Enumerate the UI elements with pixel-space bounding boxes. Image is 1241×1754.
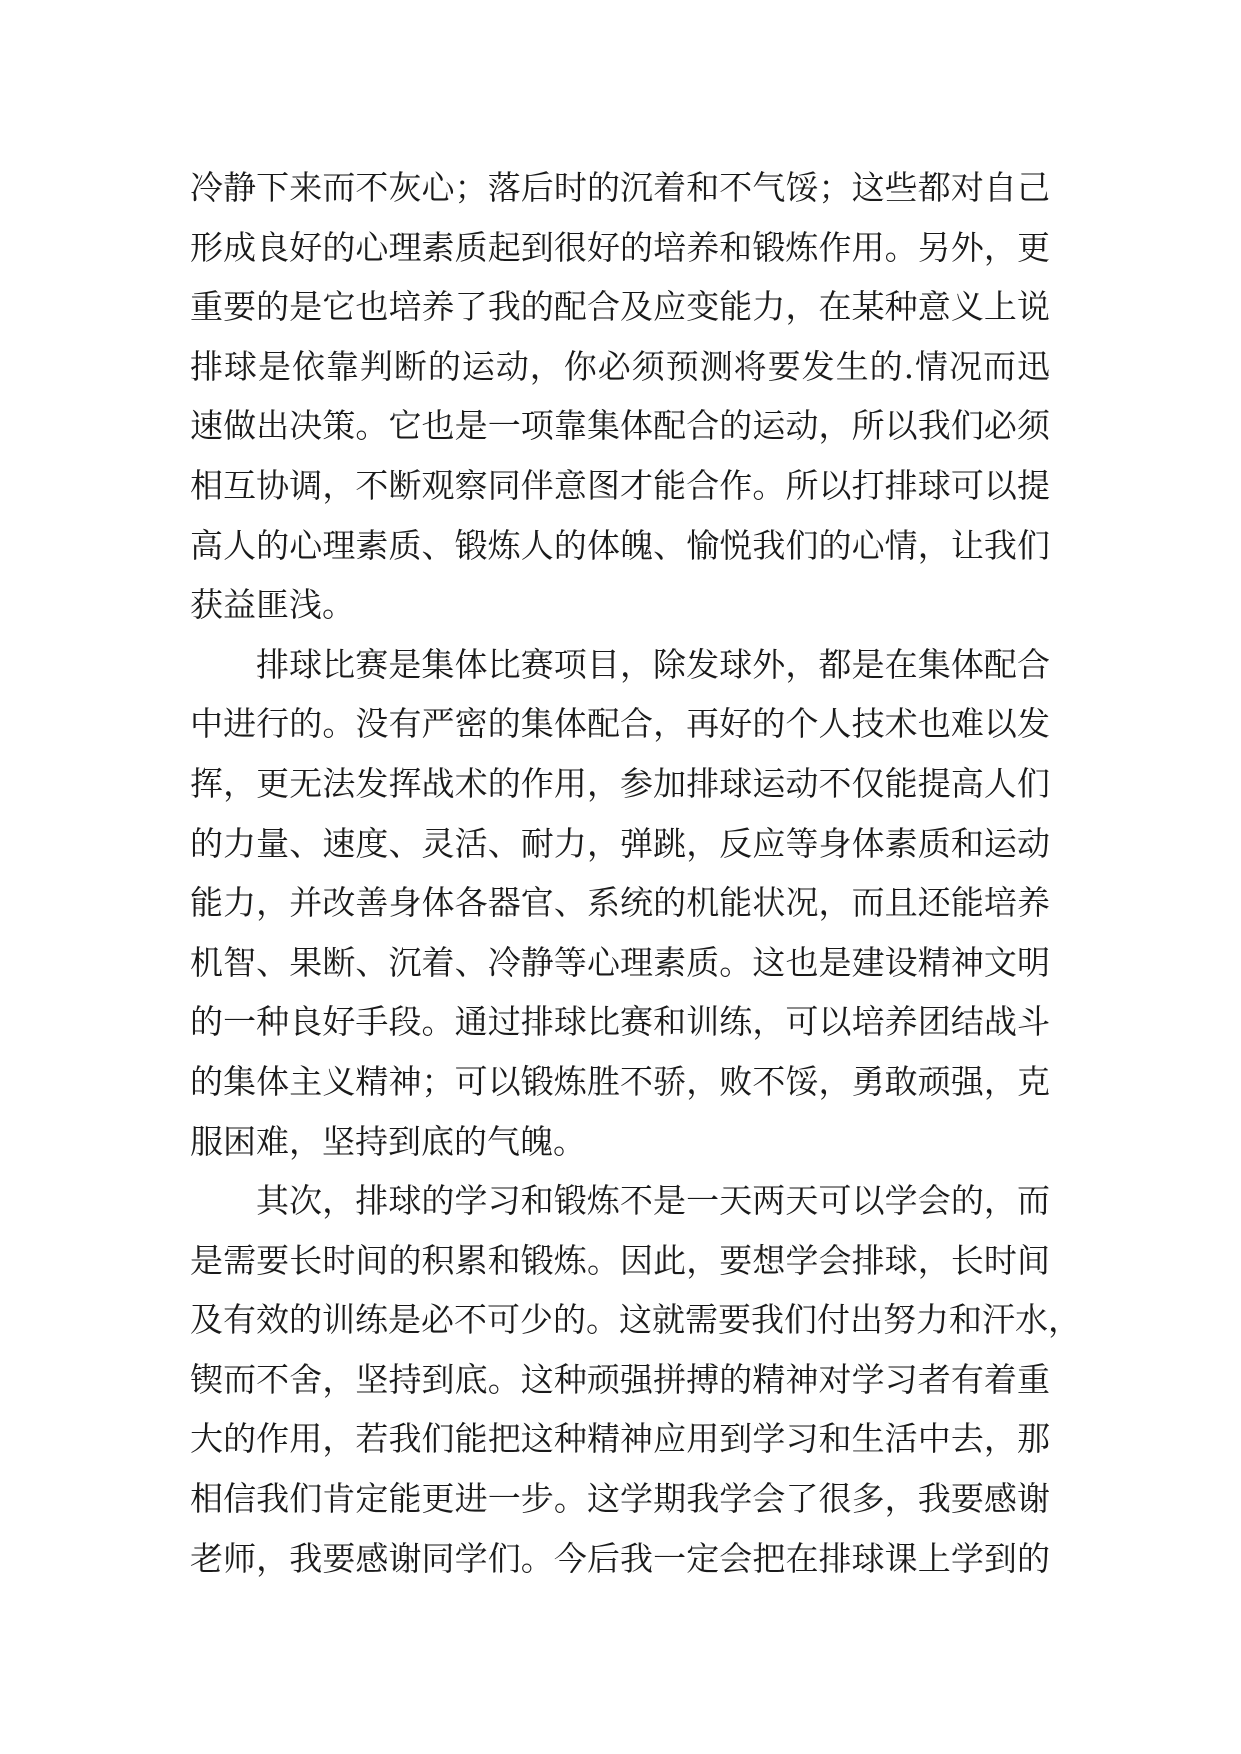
- text-line: 的集体主义精神；可以锻炼胜不骄，败不馁，勇敢顽强，克: [190, 1061, 1050, 1101]
- text-line: 挥，更无法发挥战术的作用，参加排球运动不仅能提高人们: [190, 763, 1050, 803]
- text-line: 高人的心理素质、锻炼人的体魄、愉悦我们的心情，让我们: [190, 525, 1050, 565]
- text-line: 及有效的训练是必不可少的。这就需要我们付出努力和汗水，: [190, 1300, 1081, 1340]
- text-line: 排球是依靠判断的运动，你必须预测将要发生的.情况而迅: [190, 346, 1050, 386]
- text-line: 的一种良好手段。通过排球比赛和训练，可以培养团结战斗: [190, 1002, 1050, 1042]
- text-line: 锲而不舍，坚持到底。这种顽强拼搏的精神对学习者有着重: [190, 1359, 1050, 1399]
- document-body: [190, 158, 1081, 1588]
- text-line: 相信我们肯定能更进一步。这学期我学会了很多，我要感谢: [190, 1479, 1050, 1519]
- paragraph-1: [190, 158, 1050, 635]
- text-line: 能力，并改善身体各器官、系统的机能状况，而且还能培养: [190, 883, 1050, 923]
- text-line: 老师，我要感谢同学们。今后我一定会把在排球课上学到的: [190, 1538, 1050, 1578]
- text-line: 重要的是它也培养了我的配合及应变能力，在某种意义上说: [190, 287, 1050, 327]
- text-line: 的力量、速度、灵活、耐力，弹跳，反应等身体素质和运动: [190, 823, 1050, 863]
- text-line: 是需要长时间的积累和锻炼。因此，要想学会排球，长时间: [190, 1240, 1050, 1280]
- text-line: 大的作用，若我们能把这种精神应用到学习和生活中去，那: [190, 1419, 1050, 1459]
- text-line: 排球比赛是集体比赛项目，除发球外，都是在集体配合: [256, 644, 1050, 684]
- text-line: 机智、果断、沉着、冷静等心理素质。这也是建设精神文明: [190, 942, 1050, 982]
- text-line: 获益匪浅。: [190, 585, 355, 625]
- paragraph-2: [190, 635, 1050, 1171]
- paragraph-3: [190, 1171, 1081, 1588]
- text-line: 中进行的。没有严密的集体配合，再好的个人技术也难以发: [190, 704, 1050, 744]
- text-line: 服困难，坚持到底的气魄。: [190, 1121, 586, 1161]
- text-line: 相互协调，不断观察同伴意图才能合作。所以打排球可以提: [190, 465, 1050, 505]
- text-line: 冷静下来而不灰心；落后时的沉着和不气馁；这些都对自己: [190, 168, 1050, 207]
- text-line: 其次，排球的学习和锻炼不是一天两天可以学会的，而: [256, 1181, 1050, 1221]
- text-line: 速做出决策。它也是一项靠集体配合的运动，所以我们必须: [190, 406, 1050, 446]
- text-line: 形成良好的心理素质起到很好的培养和锻炼作用。另外，更: [190, 227, 1050, 267]
